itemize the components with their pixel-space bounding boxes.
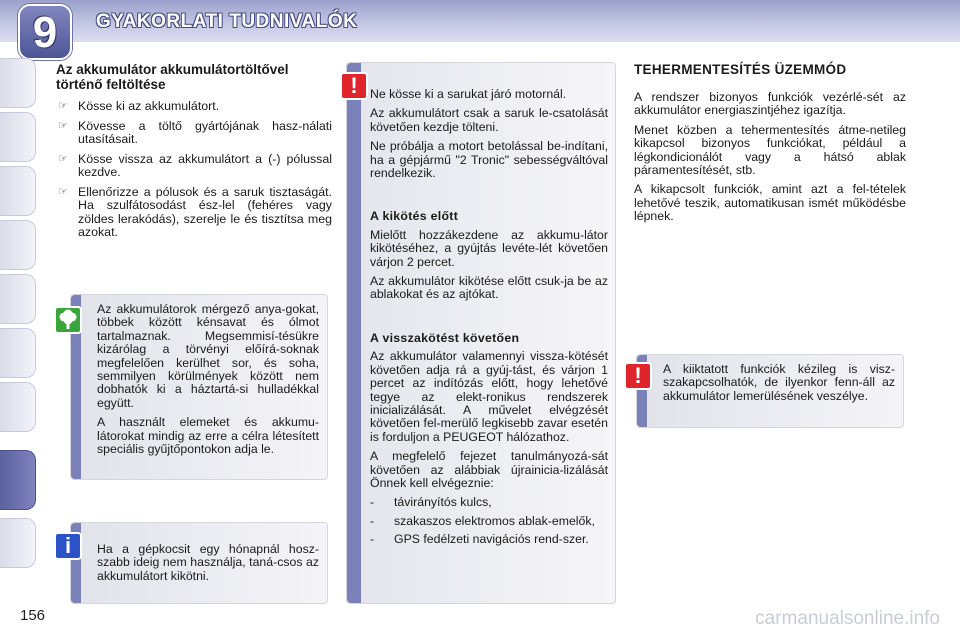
reinit-list xyxy=(370,496,608,546)
warning-paragraph: Az akkumulátor kikötése előtt csuk-ja be az ablakokat és az ajtókat. xyxy=(370,274,608,302)
note-paragraph: Ha a gépkocsit egy hónapnál hosz-szabb ideig nem használja, taná-csos az akkumulátort kikötni. xyxy=(97,542,319,583)
body-paragraph: A rendszer bizonyos funkciók vezérlé-sét az akkumulátor energiaszintjéhez igazítja. xyxy=(634,90,906,118)
hand-pointer-icon: ☞ xyxy=(58,152,68,165)
page-header xyxy=(0,0,960,42)
list-item: - szakaszos elektromos ablak-emelők, xyxy=(370,513,595,528)
warning-paragraph: Az akkumulátort csak a saruk le-csatolását követően kezdje tölteni. xyxy=(370,106,608,134)
body-paragraph: A kikapcsolt funkciók, amint azt a fel-tételek lehetővé teszik, automatikusan ismét működésbe lépnek. xyxy=(634,182,906,224)
hand-pointer-icon: ☞ xyxy=(58,119,68,132)
charging-steps xyxy=(56,100,332,240)
chapter-title: GYAKORLATI TUDNIVALÓK xyxy=(96,11,358,32)
warning-icon: ! xyxy=(624,362,652,390)
load-shedding-section xyxy=(634,62,906,230)
watermark: carmanualsonline.info xyxy=(755,608,940,629)
chapter-badge xyxy=(18,4,72,60)
page-number: 156 xyxy=(20,607,46,624)
warning-panel xyxy=(346,62,616,604)
warning-icon: ! xyxy=(340,72,368,100)
warning-paragraph: Mielőtt hozzákezdene az akkumu-látor kikötéséhez, a gyújtás levéte-lét követően várjon 2 percet. xyxy=(370,227,608,269)
chapter-tab[interactable] xyxy=(0,112,36,162)
note-paragraph: A kiiktatott funkciók kézileg is visz-szakapcsolhatók, de ilyenkor fenn-áll az akkumulátor lemerülésének veszélye. xyxy=(663,362,895,403)
warning-paragraph: Az akkumulátor valamennyi vissza-kötését követően adja rá a gyúj-tást, és várjon 1 percet az indítózás előtt, hogy lehetővé tegye az elekt-ronikus rendszerek inicializálását. A művelet elvégzését követően fel-merülő legkisebb zavar esetén is forduljon a PEUGEOT hálózathoz. xyxy=(370,349,608,444)
chapter-tab[interactable] xyxy=(0,274,36,324)
warning-paragraph: Ne próbálja a motort betolással be-indítani, ha a gépjármű "2 Tronic" sebességváltóval rendelkezik. xyxy=(370,139,608,181)
hand-pointer-icon: ☞ xyxy=(58,185,68,198)
warning-paragraph: A megfelelő fejezet tanulmányozá-sát követően az alábbiak újrainicia-lizálását Önnek kell elvégeznie: xyxy=(370,449,608,490)
subsection-title: A visszakötést követően xyxy=(370,330,520,345)
list-item: ☞ Kösse vissza az akkumulátort a (-) pólussal kezdve. xyxy=(58,151,332,179)
warning-paragraph: Ne kösse ki a sarukat járó motornál. xyxy=(370,87,567,101)
note-paragraph: A használt elemeket és akkumu-látorokat mindig az erre a célra létesített speciális gyűjtőpontokon adja le. xyxy=(97,415,319,457)
list-item: ☞ Kövesse a töltő gyártójának hasz-nálati utasításait. xyxy=(58,118,332,146)
list-item: ☞ Kösse ki az akkumulátort. xyxy=(58,99,220,113)
environment-note xyxy=(70,294,328,480)
body-paragraph: Menet közben a tehermentesítés átme-netileg kikapcsol bizonyos funkciókat, például a légkondicionálót vagy a hátsó ablak páramentesítését, stb. xyxy=(634,122,906,178)
section-title: TEHERMENTESÍTÉS ÜZEMMÓD xyxy=(634,62,847,77)
chapter-tab-active[interactable] xyxy=(0,450,36,510)
list-item: ☞ Ellenőrizze a pólusok és a saruk tisztaságát. Ha szulfátosodást ész-lel (fehéres vagy zöldes lerakódás), szerelje le és tisztítsa meg azokat. xyxy=(58,184,332,239)
hand-pointer-icon: ☞ xyxy=(58,100,68,112)
section-title: Az akkumulátor akkumulátortöltővel történő feltöltése xyxy=(56,62,289,92)
info-note xyxy=(70,522,328,604)
info-icon: i xyxy=(54,532,82,560)
warning-note xyxy=(636,354,904,428)
tree-icon xyxy=(54,306,82,334)
note-paragraph: Az akkumulátorok mérgező anya-gokat, többek között kénsavat és ólmot tartalmaznak. Megsemmisí-tésükre kizárólag a törvényi előírá-soknak megfelelően kerülhet sor, és soha, semmilyen körülmények között nem dobhatók ki a háztartá-si hulladékkal együtt. xyxy=(97,302,319,410)
battery-charging-section xyxy=(56,62,332,246)
chapter-tab[interactable] xyxy=(0,328,36,378)
chapter-tab[interactable] xyxy=(0,220,36,270)
list-item: - távirányítós kulcs, xyxy=(370,495,492,510)
subsection-title: A kikötés előtt xyxy=(370,209,459,224)
list-item: - GPS fedélzeti navigációs rend-szer. xyxy=(370,532,589,547)
chapter-tab[interactable] xyxy=(0,382,36,432)
chapter-number: 9 xyxy=(32,8,58,57)
chapter-tab[interactable] xyxy=(0,166,36,216)
chapter-tabs xyxy=(0,58,40,618)
chapter-tab[interactable] xyxy=(0,518,36,568)
chapter-tab[interactable] xyxy=(0,58,36,108)
